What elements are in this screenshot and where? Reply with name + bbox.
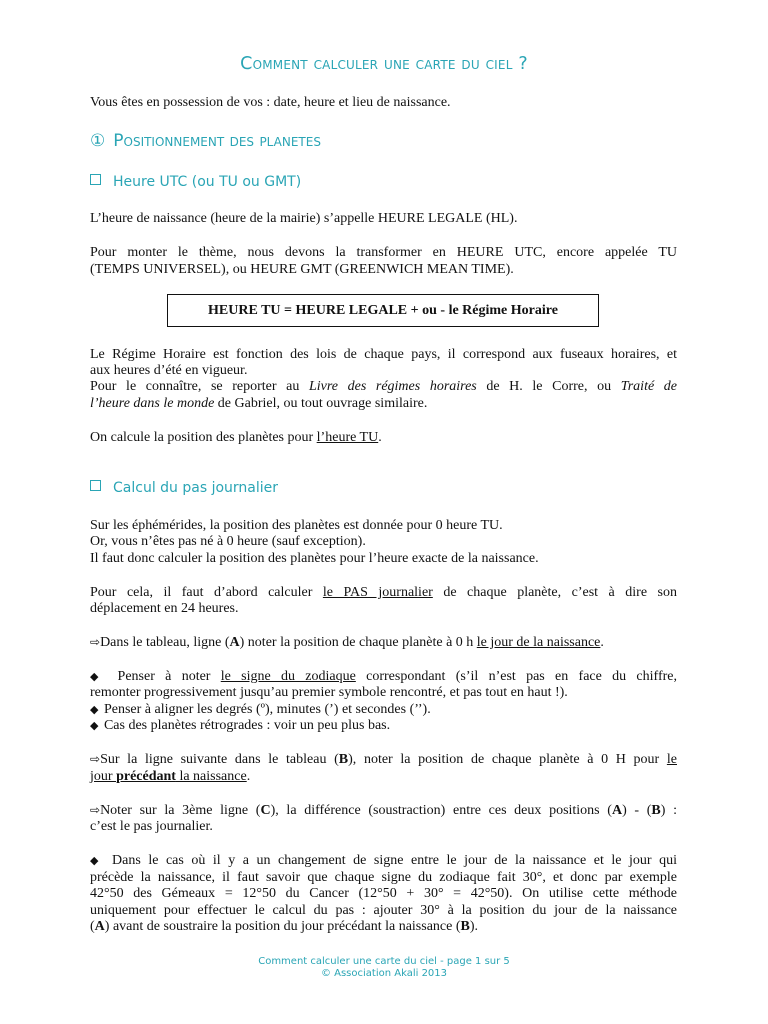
underlined-term: le PAS journalier — [322, 585, 433, 600]
paragraph-line: aux heures d’été en vigueur. — [90, 363, 248, 378]
paragraph-line: (TEMPS UNIVERSEL), ou HEURE GMT (GREENWICH MEAN TIME). — [90, 262, 514, 277]
diamond-bullet-icon: ◆ — [90, 703, 99, 716]
underlined-term: l’heure TU — [316, 430, 379, 445]
paragraph-line: déplacement en 24 heures. — [90, 601, 239, 616]
paragraph-line: Pour cela, il faut d’abord calculer le PAS journalier de chaque planète, c’est à dire son — [90, 585, 677, 600]
diamond-bullet-icon: ◆ — [90, 719, 99, 732]
paragraph-line: Il faut donc calculer la position des planètes pour l’heure exacte de la naissance. — [90, 551, 539, 566]
checkbox-square-icon — [90, 174, 101, 185]
paragraph-line: Sur les éphémérides, la position des planètes est donnée pour 0 heure TU. — [90, 518, 503, 533]
page-title: Comment calculer une carte du ciel ? — [240, 54, 528, 74]
underlined-term: le — [666, 752, 677, 767]
checkbox-square-icon — [90, 480, 101, 491]
footer-line: Comment calculer une carte du ciel - page 1 sur 5 — [258, 956, 510, 967]
book-title: Livre des régimes horaires — [308, 379, 477, 394]
page-footer — [0, 956, 768, 980]
bullet-line: remonter progressivement jusqu’au premier symbole rencontré, et pas tout en haut !). — [90, 685, 568, 700]
section-heading-positionnement — [90, 131, 321, 151]
underlined-term: le signe du zodiaque — [220, 669, 356, 684]
circled-one-icon: ① — [90, 131, 106, 151]
diamond-bullet-icon: ◆ — [90, 854, 103, 867]
bullet-line: précède la naissance, il faut savoir que chaque signe du zodiaque fait 30°, et donc par exemple — [90, 870, 677, 885]
diamond-bullet-icon: ◆ — [90, 670, 106, 683]
footer-copyright: © Association Akali 2013 — [320, 968, 448, 979]
right-arrow-icon: ⇨ — [90, 635, 101, 649]
paragraph-line: l’heure dans le monde de Gabriel, ou tout ouvrage similaire. — [90, 396, 428, 411]
paragraph-line: Or, vous n’êtes pas né à 0 heure (sauf exception). — [90, 534, 366, 549]
bullet-line: ◆ Cas des planètes rétrogrades : voir un peu plus bas. — [90, 718, 391, 733]
paragraph-line: On calcule la position des planètes pour l’heure TU. — [90, 430, 382, 445]
bullet-line: uniquement pour effectuer le calcul du pas : ajouter 30° à la position du jour de la naissance — [90, 903, 677, 918]
underlined-term: le jour de la naissance — [476, 635, 601, 650]
subheading-heure-utc — [90, 174, 301, 190]
section-heading-text: Positionnement des planetes — [113, 131, 321, 151]
step-line: ⇨Sur la ligne suivante dans le tableau (B), noter la position de chaque planète à 0 H pour le — [90, 752, 677, 767]
right-arrow-icon: ⇨ — [90, 803, 101, 817]
bullet-line: ◆ Dans le cas où il y a un changement de signe entre le jour de la naissance et le jour qui — [90, 853, 677, 868]
subheading-text: Heure UTC (ou TU ou GMT) — [113, 174, 302, 190]
step-line: ⇨Noter sur la 3ème ligne (C), la différence (soustraction) entre ces deux positions (A) - (B) : — [90, 803, 677, 818]
bullet-line: ◆ Penser à noter le signe du zodiaque correspondant (s’il n’est pas en face du chiffre, — [90, 669, 677, 684]
subheading-pas-journalier — [90, 480, 278, 496]
step-line: ⇨Dans le tableau, ligne (A) noter la position de chaque planète à 0 h le jour de la naissance. — [90, 635, 604, 650]
step-line: c’est le pas journalier. — [90, 819, 213, 834]
paragraph: L’heure de naissance (heure de la mairie) s’appelle HEURE LEGALE (HL). — [90, 211, 518, 226]
formula-box: HEURE TU = HEURE LEGALE + ou - le Régime Horaire — [167, 294, 599, 327]
bullet-line: 42°50 des Gémeaux = 12°50 du Cancer (12°50 + 30° = 42°50). On utilise cette méthode — [90, 886, 677, 901]
book-title: Traité de — [620, 379, 677, 394]
step-line: jour précédant la naissance. — [90, 769, 251, 784]
intro-text: Vous êtes en possession de vos : date, heure et lieu de naissance. — [90, 95, 451, 110]
bullet-line: (A) avant de soustraire la position du jour précédant la naissance (B). — [90, 919, 479, 934]
subheading-text: Calcul du pas journalier — [113, 480, 279, 496]
bullet-line: ◆ Penser à aligner les degrés (º), minutes (’) et secondes (’’). — [90, 702, 431, 717]
paragraph-line: Pour monter le thème, nous devons la transformer en HEURE UTC, encore appelée TU — [90, 245, 677, 260]
paragraph-line: Pour le connaître, se reporter au Livre des régimes horaires de H. le Corre, ou Traité de — [90, 379, 677, 394]
right-arrow-icon: ⇨ — [90, 752, 101, 766]
paragraph-line: Le Régime Horaire est fonction des lois de chaque pays, il correspond aux fuseaux horaires, et — [90, 347, 677, 362]
underlined-term: jour précédant la naissance — [90, 769, 247, 784]
book-title: l’heure dans le monde — [90, 396, 215, 411]
